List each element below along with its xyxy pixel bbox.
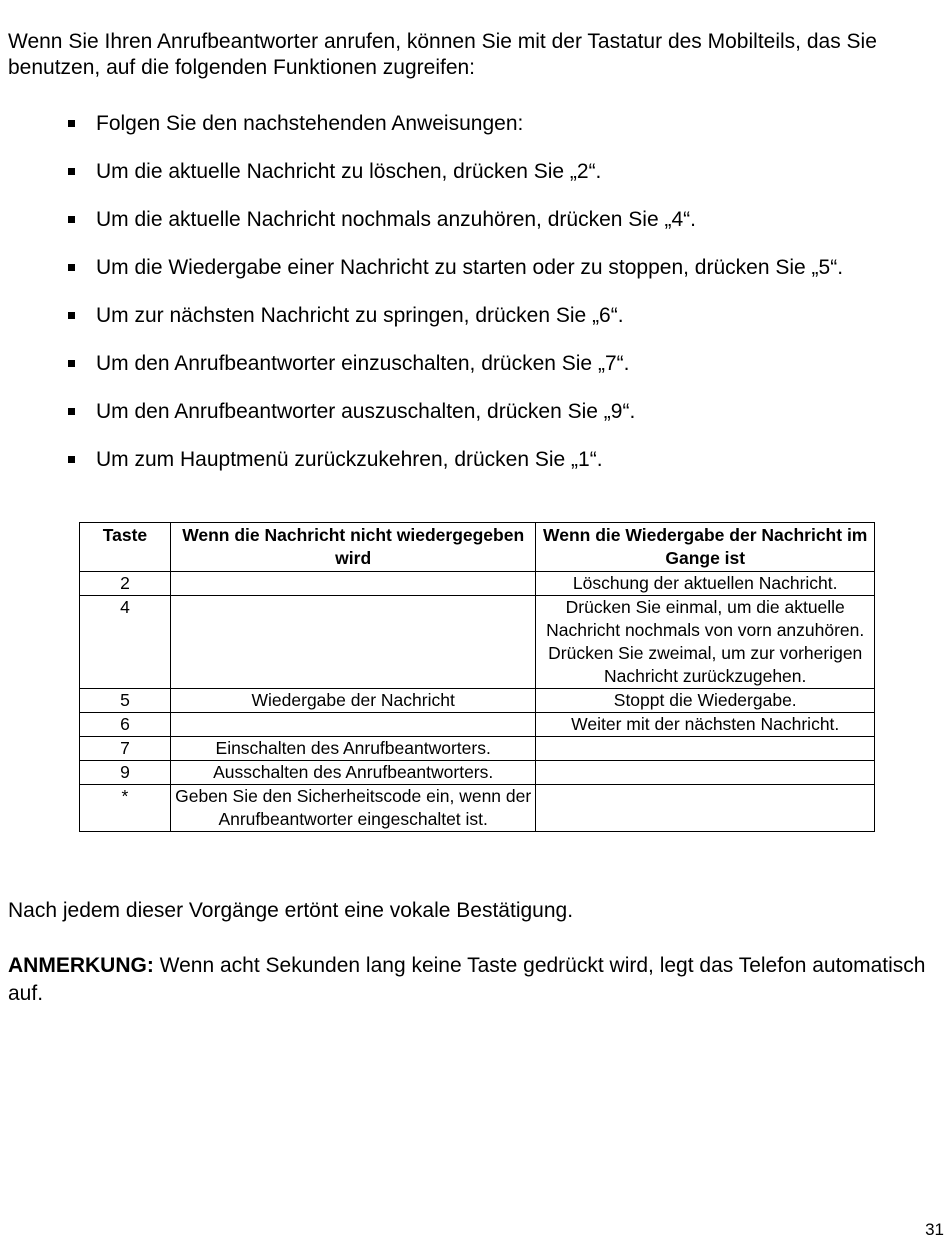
table-row [80,761,875,785]
list-item [68,397,943,445]
table-row [80,713,875,737]
key-cell: 6 [80,713,171,737]
not-playing-cell: Einschalten des Anrufbeantworters. [170,737,536,761]
note-text: Wenn acht Sekunden lang keine Taste gedrückt wird, legt das Telefon automatisch auf. [8,954,926,1005]
playing-cell [536,737,875,761]
square-bullet-icon [68,360,75,367]
table-row [80,596,875,689]
list-item-text: Folgen Sie den nachstehenden Anweisungen: [96,112,524,135]
list-item [68,205,943,253]
list-item [68,301,943,349]
table-row [80,737,875,761]
list-item [68,253,943,301]
table-header-row [80,523,875,572]
playing-cell: Löschung der aktuellen Nachricht. [536,572,875,596]
not-playing-cell [170,572,536,596]
header-key: Taste [80,523,171,572]
list-item-text: Um zum Hauptmenü zurückzukehren, drücken Sie „1“. [96,448,603,471]
list-item [68,445,943,493]
list-item-text: Um den Anrufbeantworter auszuschalten, drücken Sie „9“. [96,400,636,423]
key-function-table [79,522,875,832]
list-item-text: Um die aktuelle Nachricht zu löschen, drücken Sie „2“. [96,160,602,183]
square-bullet-icon [68,216,75,223]
not-playing-cell: Wiedergabe der Nachricht [170,689,536,713]
playing-cell: Weiter mit der nächsten Nachricht. [536,713,875,737]
note-label: ANMERKUNG: [8,954,154,977]
header-not-playing: Wenn die Nachricht nicht wiedergegeben wird [170,523,536,572]
key-cell: * [80,785,171,832]
list-item [68,349,943,397]
playing-cell [536,761,875,785]
key-cell: 5 [80,689,171,713]
key-cell: 9 [80,761,171,785]
playing-cell: Stoppt die Wiedergabe. [536,689,875,713]
list-item-text: Um die aktuelle Nachricht nochmals anzuhören, drücken Sie „4“. [96,208,696,231]
not-playing-cell [170,713,536,737]
playing-cell [536,785,875,832]
list-item-text: Um die Wiedergabe einer Nachricht zu starten oder zu stoppen, drücken Sie „5“. [96,256,844,279]
square-bullet-icon [68,120,75,127]
key-cell: 7 [80,737,171,761]
instruction-list [68,109,943,493]
square-bullet-icon [68,456,75,463]
key-cell: 2 [80,572,171,596]
page-number: 31 [925,1220,944,1239]
header-playing: Wenn die Wiedergabe der Nachricht im Gange ist [536,523,875,572]
not-playing-cell [170,596,536,689]
not-playing-cell: Ausschalten des Anrufbeantworters. [170,761,536,785]
square-bullet-icon [68,408,75,415]
list-item [68,109,943,157]
key-cell: 4 [80,596,171,689]
table-row [80,572,875,596]
square-bullet-icon [68,168,75,175]
note-paragraph [8,952,943,1008]
playing-cell: Drücken Sie einmal, um die aktuelle Nachricht nochmals von vorn anzuhören. Drücken Sie zweimal, um zur vorherigen Nachricht zurückzugehen. [536,596,875,689]
not-playing-cell: Geben Sie den Sicherheitscode ein, wenn der Anrufbeantworter eingeschaltet ist. [170,785,536,832]
list-item-text: Um zur nächsten Nachricht zu springen, drücken Sie „6“. [96,304,624,327]
list-item [68,157,943,205]
square-bullet-icon [68,312,75,319]
intro-paragraph: Wenn Sie Ihren Anrufbeantworter anrufen, können Sie mit der Tastatur des Mobilteils, das Sie benutzen, auf die folgenden Funktionen zugreifen: [8,30,877,79]
table-row [80,689,875,713]
square-bullet-icon [68,264,75,271]
list-item-text: Um den Anrufbeantworter einzuschalten, drücken Sie „7“. [96,352,630,375]
confirmation-paragraph: Nach jedem dieser Vorgänge ertönt eine vokale Bestätigung. [8,899,574,922]
table-row [80,785,875,832]
